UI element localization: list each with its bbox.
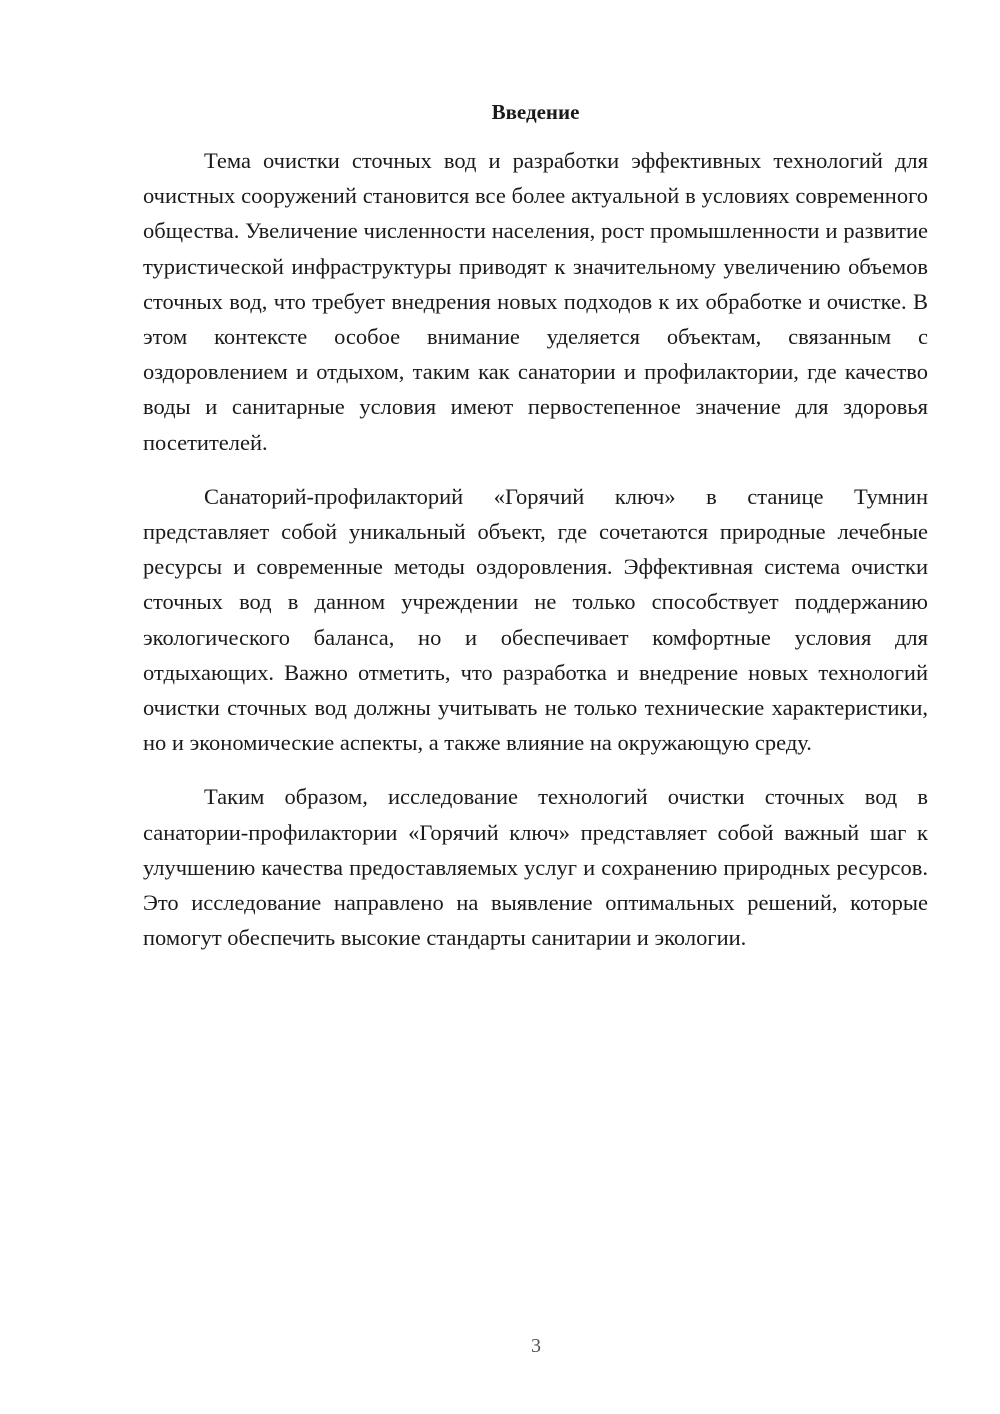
body-text (143, 143, 928, 955)
paragraph-1: Тема очистки сточных вод и разработки эффективных технологий для очистных сооружений становится все более актуальной в условиях современного общества. Увеличение численности населения, рост промышленности и развитие туристической инфраструктуры приводят к значительному увеличению объемов сточных вод, что требует внедрения новых подходов к их обработке и очистке. В этом контексте особое внимание уделяется объектам, связанным с оздоровлением и отдыхом, таким как санатории и профилактории, где качество воды и санитарные условия имеют первостепенное значение для здоровья посетителей. (143, 148, 928, 455)
paragraph-3: Таким образом, исследование технологий очистки сточных вод в санатории-профилактории «Горячий ключ» представляет собой важный шаг к улучшению качества предоставляемых услуг и сохранению природных ресурсов. Это исследование направлено на выявление оптимальных решений, которые помогут обеспечить высокие стандарты санитарии и экологии. (143, 784, 928, 951)
page-number: 3 (531, 1335, 541, 1357)
paragraph-2: Санаторий-профилакторий «Горячий ключ» в станице Тумнин представляет собой уникальный объект, где сочетаются природные лечебные ресурсы и современные методы оздоровления. Эффективная система очистки сточных вод в данном учреждении не только способствует поддержанию экологического баланса, но и обеспечивает комфортные условия для отдыхающих. Важно отметить, что разработка и внедрение новых технологий очистки сточных вод должны учитывать не только технические характеристики, но и экономические аспекты, а также влияние на окружающую среду. (143, 483, 928, 756)
section-heading: Введение (491, 100, 580, 124)
